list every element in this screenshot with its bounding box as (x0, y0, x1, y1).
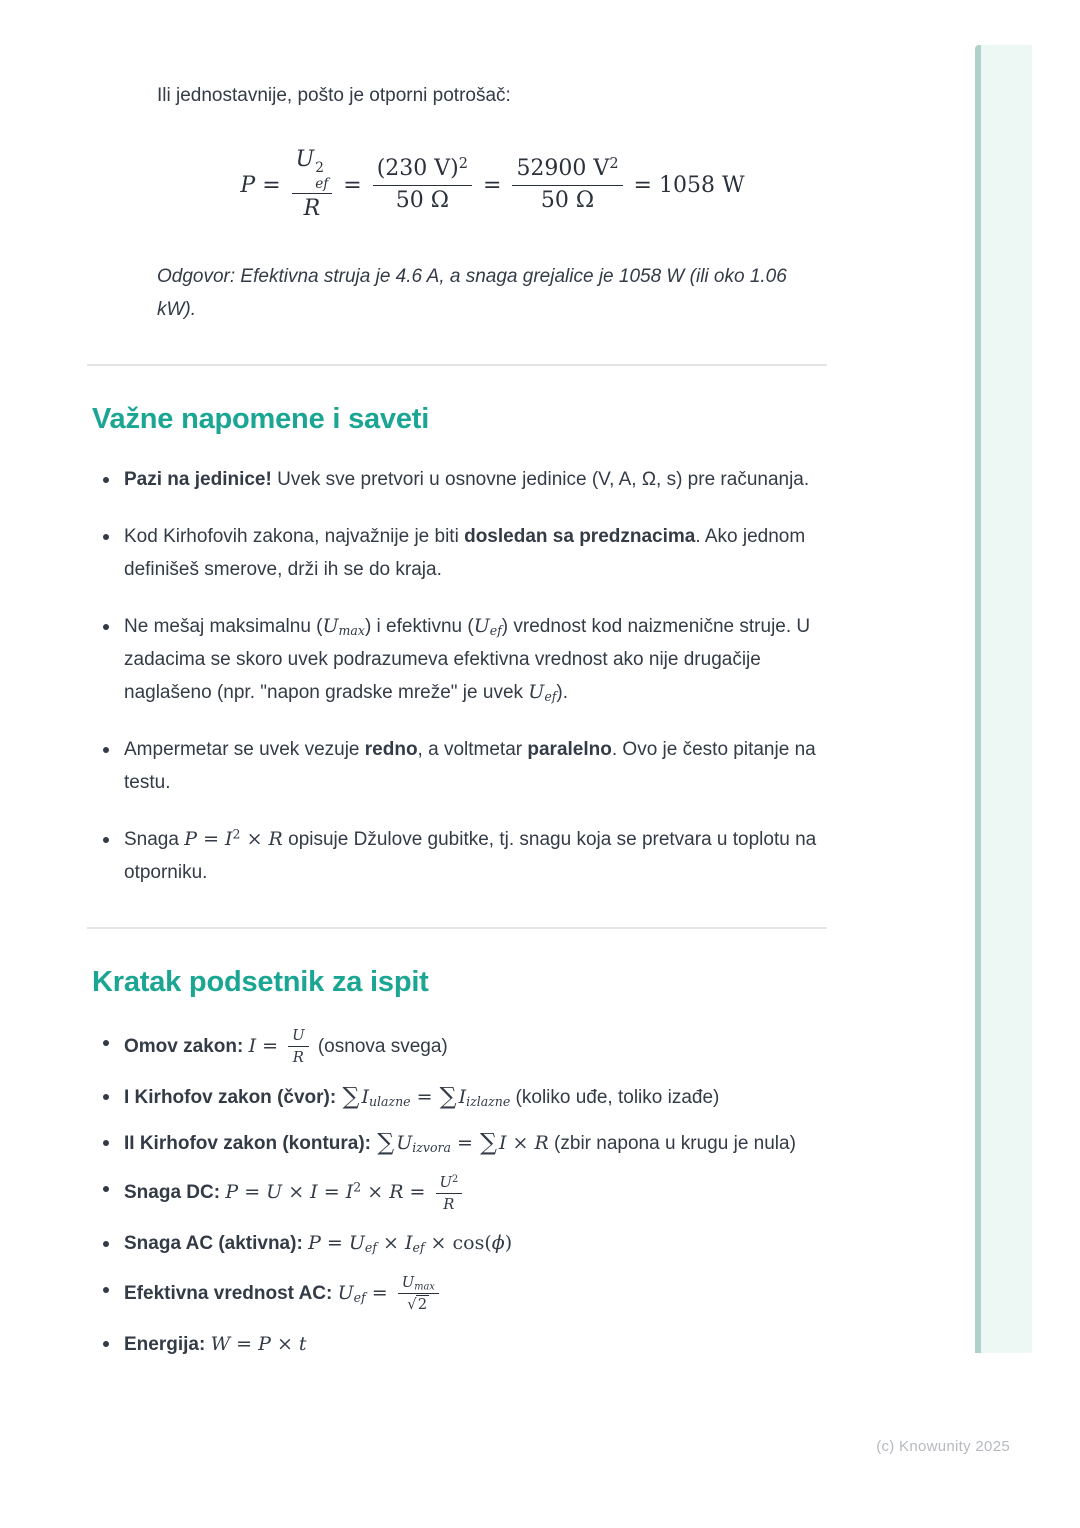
text-run: (osnova svega) (312, 1035, 448, 1057)
answer-paragraph: Odgovor: Efektivna struja je 4.6 A, a snaga grejalice je 1058 W (ili oko 1.06 kW). (157, 266, 787, 321)
list-item-text (124, 1027, 448, 1067)
list-item-text (124, 1127, 796, 1156)
bold-text-run: paralelno (527, 739, 612, 761)
math-roman: ) (504, 1232, 513, 1255)
text-run: Ampermetar se uvek vezuje (124, 739, 365, 761)
summation-symbol: ∑ (377, 1127, 395, 1156)
text-run: Ne mešaj maksimalnu ( (124, 616, 323, 638)
list-item-text (124, 1274, 443, 1314)
math-roman: = (450, 1131, 479, 1154)
fraction-denominator (392, 186, 453, 216)
math-subscript: ef (489, 623, 502, 639)
text-run: Uvek sve pretvori u osnovne jedinice (V, A, Ω, s) pre računanja. (271, 469, 810, 491)
math-subscript: ulazne (368, 1093, 411, 1109)
math-subscript: ef (353, 1289, 366, 1305)
bullet-dot-icon (103, 837, 109, 843)
math-subscript: ef (315, 175, 329, 192)
math-variable: U (401, 1274, 415, 1292)
bullet-dot-icon (103, 1287, 109, 1293)
text-run: . Ovo je često pitanje na testu. (124, 739, 816, 794)
math-variable: U (396, 1131, 413, 1154)
math-roman: × cos( (424, 1232, 492, 1255)
summation-symbol: ∑ (439, 1081, 457, 1110)
bullet-dot-icon (103, 1341, 109, 1347)
math-roman: 50 Ω (540, 187, 595, 213)
bullet-dot-icon (103, 747, 109, 753)
supsub-stack (315, 161, 328, 192)
text-run: (zbir napona u krugu je nula) (548, 1132, 796, 1154)
math-superscript: 2 (232, 826, 241, 842)
math-variable: I (404, 1232, 413, 1255)
bullet-dot-icon (103, 1140, 109, 1146)
math-roman: = (256, 1034, 285, 1057)
math-roman: = (365, 1281, 394, 1304)
bullet-dot-icon (103, 624, 109, 630)
math-variable: I (458, 1085, 467, 1108)
side-stripe (975, 45, 1032, 1353)
math-superscript: 2 (609, 155, 619, 172)
math-subscript: izlazne (466, 1093, 511, 1109)
math-variable: P (308, 1232, 321, 1255)
list-item (92, 1127, 828, 1160)
math-subscript: izvora (412, 1139, 451, 1155)
list-item-text (124, 526, 805, 580)
math-variable: P (258, 1332, 271, 1355)
math-variable: U (266, 1181, 283, 1204)
radical-sign: √ (407, 1296, 417, 1314)
math-roman: = (336, 172, 369, 198)
math-superscript: 2 (315, 160, 324, 177)
fraction (292, 146, 333, 224)
bold-text-run: Energija: (124, 1333, 211, 1355)
fraction-numerator (292, 146, 333, 194)
fraction-numerator (436, 1173, 463, 1194)
math-variable: W (210, 1332, 231, 1355)
math-roman: = 1058 W (626, 172, 745, 198)
list-item-text (124, 1081, 720, 1110)
text-run: Snaga (124, 829, 185, 851)
bullet-dot-icon (103, 1094, 109, 1100)
fraction-numerator (373, 155, 472, 186)
math-roman: × (240, 828, 269, 851)
fraction (436, 1173, 463, 1215)
text-run: opisuje Džulove gubitke, tj. snagu koja se pretvara u toplotu na otporniku. (124, 829, 817, 884)
bullet-dot-icon (103, 1241, 109, 1247)
bold-text-run: Snaga DC: (124, 1182, 226, 1204)
text-run: Kod Kirhofovih zakona, najvažnije je biti (124, 526, 465, 548)
math-roman: × (282, 1181, 311, 1204)
math-roman: = (317, 1181, 346, 1204)
math-subscript: ef (544, 689, 557, 705)
fraction (373, 155, 472, 215)
math-roman: = (403, 1181, 432, 1204)
math-variable: U (473, 615, 490, 638)
bullet-dot-icon (103, 534, 109, 540)
list-item-text (124, 739, 816, 793)
list-item (92, 823, 828, 889)
fraction-denominator (289, 1047, 308, 1067)
fraction (398, 1273, 439, 1315)
math-variable: t (298, 1332, 307, 1355)
list-item-text (124, 469, 809, 490)
math-var-supsub (295, 147, 329, 192)
math-roman: × (361, 1181, 390, 1204)
math-subscript: max (338, 623, 365, 639)
math-variable: R (534, 1131, 549, 1154)
list-item-text (124, 826, 817, 884)
section-title-podsetnik: Kratak podsetnik za ispit (92, 966, 429, 999)
list-item-text (124, 1173, 466, 1213)
math-roman: × (270, 1332, 299, 1355)
text-run: . Ako jednom definišeš smerove, drži ih se do kraja. (124, 526, 806, 581)
bullet-dot-icon (103, 1186, 109, 1192)
math-variable: I (248, 1034, 257, 1057)
copyright-note: (c) Knowunity 2025 (876, 1438, 1010, 1455)
text-run: ) vrednost kod naizmenične struje. U zadacima se skoro uvek podrazumeva efektivna vrednost ako nije drugačije naglašeno (npr. "napon gradske mreže" je uvek (124, 616, 811, 704)
list-item (92, 610, 828, 709)
list-item (92, 1081, 828, 1114)
math-variable: U (295, 147, 315, 172)
math-variable: P (240, 172, 256, 198)
list-item-text (124, 1334, 307, 1355)
math-variable: U (528, 681, 545, 704)
section-title-napomene: Važne napomene i saveti (92, 403, 430, 436)
math-subscript: max (414, 1281, 435, 1293)
math-roman: = (197, 828, 226, 851)
bold-text-run: Pazi na jedinice! (124, 469, 272, 491)
list-item (92, 1173, 828, 1215)
list-item (92, 520, 828, 586)
podsetnik-list (92, 1026, 828, 1361)
math-variable: I (225, 828, 233, 851)
bold-text-run: Omov zakon: (124, 1035, 249, 1057)
list-item (92, 463, 828, 496)
math-roman: = (476, 172, 509, 198)
math-variable: R (303, 196, 321, 222)
math-roman: = (238, 1181, 267, 1204)
math-roman: = (410, 1085, 439, 1108)
bullet-dot-icon (103, 477, 109, 483)
math-variable: R (443, 1195, 455, 1213)
fraction-denominator (439, 1194, 458, 1214)
fraction-numerator (512, 155, 622, 186)
math-variable: U (292, 1027, 305, 1045)
math-subscript: ef (412, 1240, 425, 1256)
math-superscript: 2 (451, 1173, 459, 1185)
list-item (92, 733, 828, 799)
math-variable: I (361, 1085, 369, 1108)
bullet-dot-icon (103, 1040, 109, 1046)
math-variable: R (292, 1049, 304, 1067)
math-variable: U (348, 1232, 365, 1255)
math-roman: × (376, 1232, 405, 1255)
main-formula-block (157, 146, 828, 224)
bold-text-run: I Kirhofov zakon (čvor): (124, 1086, 342, 1108)
radicand: 2 (417, 1296, 428, 1314)
section-divider (87, 927, 827, 929)
math-variable: ϕ (491, 1232, 505, 1255)
list-item (92, 1273, 828, 1315)
math-superscript: 2 (458, 155, 469, 172)
bold-text-run: dosledan sa predznacima (464, 526, 696, 548)
list-item-text (124, 1233, 512, 1254)
fraction-denominator (537, 186, 598, 216)
math-variable: I (498, 1131, 507, 1154)
napomene-list (92, 463, 828, 889)
math-variable: P (225, 1181, 239, 1204)
math-variable: R (389, 1181, 404, 1204)
math-roman: 50 Ω (395, 187, 449, 213)
math-subscript: ef (364, 1240, 377, 1256)
math-roman: = (230, 1332, 259, 1355)
summation-symbol: ∑ (479, 1127, 497, 1156)
math-variable: P (184, 828, 198, 851)
intro-paragraph: Ili jednostavnije, pošto je otporni potrošač: (157, 85, 511, 106)
square-root (407, 1296, 429, 1313)
bold-text-run: redno (364, 739, 418, 761)
math-variable: R (268, 828, 283, 851)
fraction (288, 1026, 308, 1068)
summation-symbol: ∑ (342, 1081, 360, 1110)
math-roman: = (320, 1232, 349, 1255)
math-variable: U (439, 1173, 452, 1191)
fraction-denominator (403, 1294, 433, 1314)
list-item (92, 1026, 828, 1068)
math-roman: (230 V) (376, 155, 459, 181)
math-superscript: 2 (353, 1180, 362, 1196)
text-run: , a voltmetar (417, 739, 528, 761)
fraction-numerator (288, 1026, 308, 1047)
math-roman: 52900 V (516, 155, 610, 181)
list-item (92, 1328, 828, 1361)
text-run: ). (556, 682, 568, 704)
text-run: (koliko uđe, toliko izađe) (510, 1086, 720, 1108)
bold-text-run: Efektivna vrednost AC: (124, 1282, 338, 1304)
bold-text-run: II Kirhofov zakon (kontura): (124, 1132, 377, 1154)
section-divider (87, 364, 827, 366)
list-item (92, 1227, 828, 1260)
text-run: ) i efektivnu ( (364, 616, 474, 638)
math-roman: × (506, 1131, 535, 1154)
bold-text-run: Snaga AC (aktivna): (124, 1233, 309, 1255)
fraction (512, 155, 622, 215)
math-variable: I (310, 1181, 318, 1204)
page-content (92, 0, 828, 1374)
math-variable: U (337, 1281, 354, 1304)
math-variable: U (322, 615, 339, 638)
main-formula (240, 146, 744, 224)
list-item-text (124, 616, 810, 703)
math-roman: = (255, 172, 288, 198)
math-variable: I (345, 1181, 354, 1204)
fraction-denominator (300, 194, 325, 224)
fraction-numerator (398, 1273, 439, 1294)
